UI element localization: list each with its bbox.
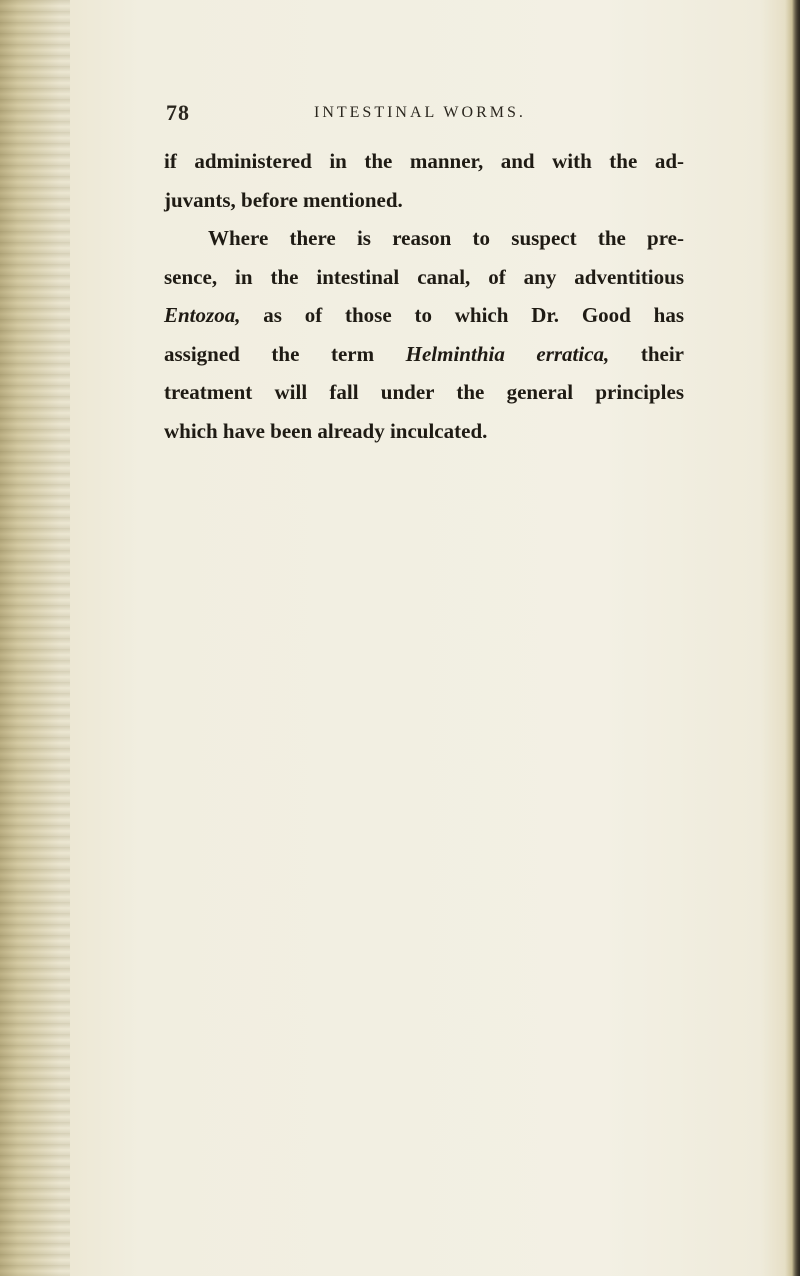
body-text	[164, 142, 684, 450]
text-line	[164, 335, 684, 374]
text-line: Where there is reason to suspect the pre-	[208, 226, 684, 250]
italic-term: Helminthia erratica,	[405, 341, 610, 366]
text-run: their	[609, 341, 684, 366]
text-run: assigned the term	[164, 341, 406, 366]
text-line	[164, 296, 684, 335]
page-gutter	[0, 0, 70, 1276]
page-header	[166, 100, 686, 130]
text-line: if administered in the manner, and with the ad-	[164, 149, 684, 173]
running-head: INTESTINAL WORMS.	[314, 104, 526, 121]
page-number: 78	[166, 100, 190, 125]
text-line: juvants, before mentioned.	[164, 187, 403, 212]
paragraph-1	[164, 142, 684, 219]
text-line: which have been already inculcated.	[164, 418, 488, 443]
text-line: treatment will fall under the general principles	[164, 380, 684, 404]
paragraph-2	[164, 219, 684, 450]
page-edge-shadow	[792, 0, 800, 1276]
text-line: sence, in the intestinal canal, of any adventitious	[164, 264, 684, 289]
italic-term: Entozoa,	[164, 303, 241, 327]
text-run: as of those to which Dr. Good has	[240, 303, 684, 327]
